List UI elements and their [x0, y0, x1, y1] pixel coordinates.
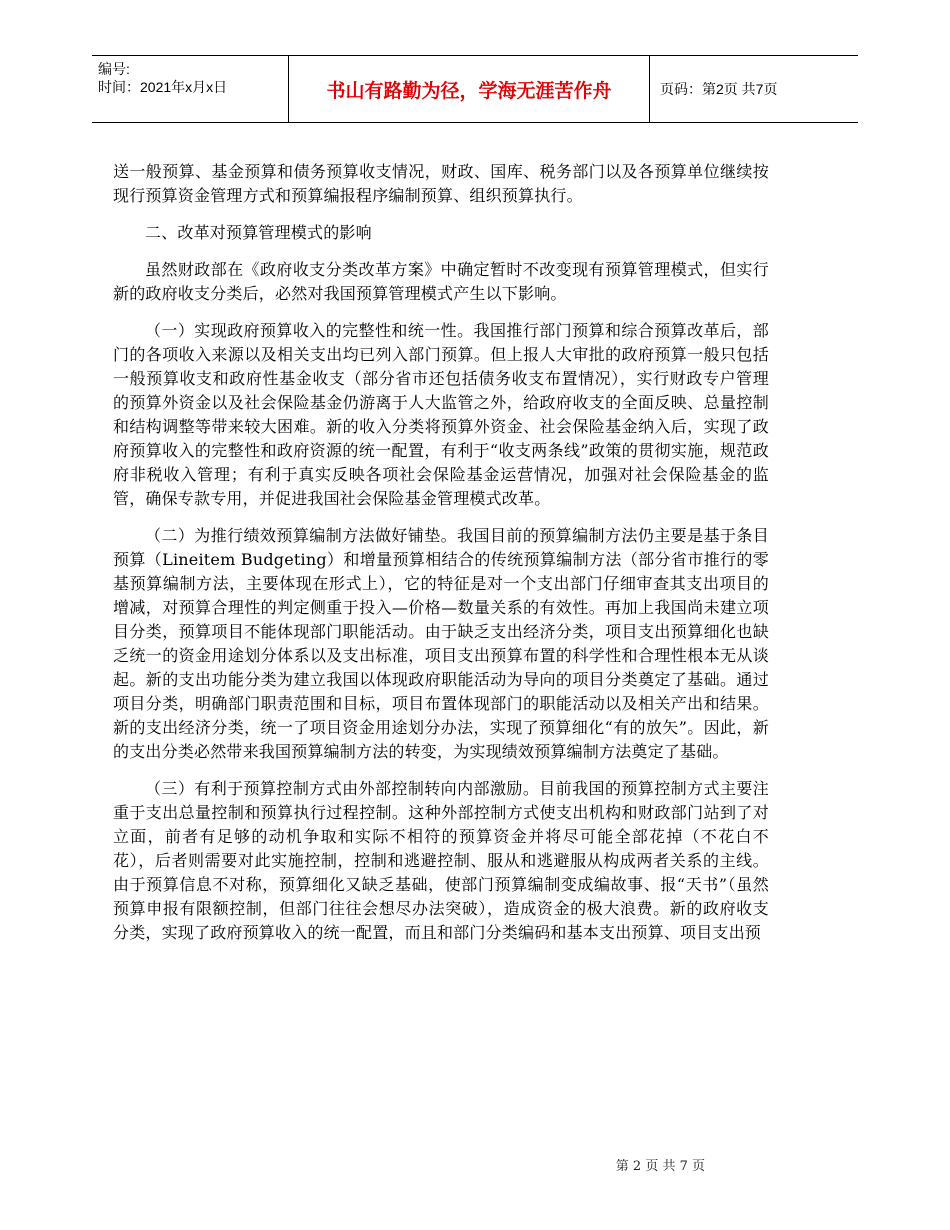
paragraph: （二）为推行绩效预算编制方法做好铺垫。我国目前的预算编制方法仍主要是基于条目预算（Lineitem Budgeting）和增量预算相结合的传统预算编制方法（部分省市推行的零基预算编制方法，主要体现在形式上），它的特征是对一个支出部门仔细审查其支出项目的增减，对预算合理性的判定侧重于投入—价格—数量关系的有效性。再加上我国尚未建立项目分类，预算项目不能体现部门职能活动。由于缺乏支出经济分类，项目支出预算细化也缺乏统一的资金用途划分体系以及支出标准，项目支出预算布置的科学性和合理性根本无从谈起。新的支出功能分类为建立我国以体现政府职能活动为导向的项目分类奠定了基础。通过项目分类，明确部门职责范围和目标，项目布置体现部门的职能活动以及相关产出和结果。新的支出经济分类，统一了项目资金用途划分办法，实现了预算细化“有的放矢”。因此，新的支出分类必然带来我国预算编制方法的转变，为实现绩效预算编制方法奠定了基础。	[113, 526, 769, 761]
header-meta	[92, 56, 288, 122]
section-heading: 二、改革对预算管理模式的影响	[145, 223, 372, 242]
paragraph: （一）实现政府预算收入的完整性和统一性。我国推行部门预算和综合预算改革后，部门的各项收入来源以及相关支出均已列入部门预算。但上报人大审批的政府预算一般只包括一般预算收支和政府性基金收支（部分省市还包括债务收支布置情况），实行财政专户管理的预算外资金以及社会保险基金仍游离于人大监管之外，给政府收支的全面反映、总量控制和结构调整等带来较大困难。新的收入分类将预算外资金、社会保险基金纳入后，实现了政府预算收入的完整性和政府资源的统一配置，有利于“收支两条线”政策的贯彻实施，规范政府非税收入管理；有利于真实反映各项社会保险基金运营情况，加强对社会保险基金的监管，确保专款专用，并促进我国社会保险基金管理模式改革。	[113, 321, 769, 508]
document-body	[113, 160, 769, 958]
paragraph-continuation: 送一般预算、基金预算和债务预算收支情况，财政、国库、税务部门以及各预算单位继续按现行预算资金管理方式和预算编报程序编制预算、组织预算执行。	[113, 162, 769, 205]
page-header	[92, 55, 858, 123]
paragraph: （三）有利于预算控制方式由外部控制转向内部激励。目前我国的预算控制方式主要注重于支出总量控制和预算执行过程控制。这种外部控制方式使支出机构和财政部门站到了对立面，前者有足够的动机争取和实际不相符的预算资金并将尽可能全部花掉（不花白不花），后者则需要对此实施控制，控制和逃避控制、服从和逃避服从构成两者关系的主线。由于预算信息不对称，预算细化又缺乏基础，使部门预算编制变成编故事、报“天书”（虽然预算申报有限额控制，但部门往往会想尽办法突破），造成资金的极大浪费。新的政府收支分类，实现了政府预算收入的统一配置，而且和部门分类编码和基本支出预算、项目支出预	[113, 779, 769, 942]
document-number-label: 编号:	[98, 61, 130, 77]
header-page-number: 页码：第2页 共7页	[660, 81, 778, 97]
document-time: 时间：2021年x月x日	[98, 79, 228, 95]
page-footer: 第 2 页 共 7 页	[615, 1159, 705, 1174]
paragraph: 虽然财政部在《政府收支分类改革方案》中确定暂时不改变现有预算管理模式，但实行新的政府收支分类后，必然对我国预算管理模式产生以下影响。	[113, 260, 769, 303]
header-motto: 书山有路勤为径，学海无涯苦作舟	[288, 56, 650, 122]
